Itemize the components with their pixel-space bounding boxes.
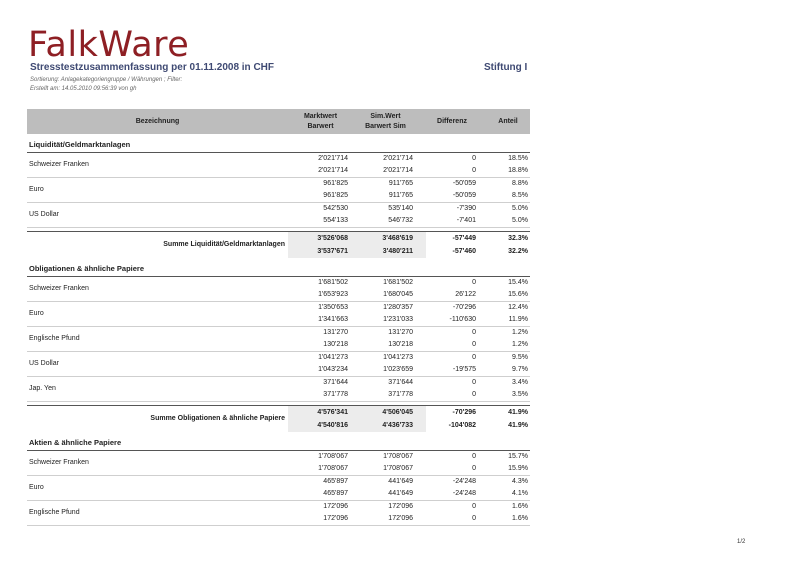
anteil-cell: 3.5%: [512, 391, 528, 398]
column-header-differenz: Differenz: [437, 117, 467, 125]
anteil-cell: 1.6%: [512, 503, 528, 510]
marktwert-cell: 465'897: [323, 490, 348, 497]
row-label: Englische Pfund: [29, 335, 80, 342]
marktwert-cell: 3'537'671: [317, 248, 348, 255]
value-line: [288, 488, 530, 500]
marktwert-cell: 2'021'714: [318, 167, 348, 174]
value-line: [288, 406, 530, 419]
marktwert-cell: 4'576'341: [317, 409, 348, 416]
value-line: [288, 476, 530, 488]
differenz-cell: -50'059: [452, 180, 476, 187]
value-line: [288, 153, 530, 165]
anteil-cell: 41.9%: [508, 409, 528, 416]
differenz-cell: -57'460: [452, 248, 476, 255]
anteil-cell: 18.5%: [508, 155, 528, 162]
anteil-cell: 3.4%: [512, 379, 528, 386]
differenz-cell: 0: [472, 465, 476, 472]
anteil-cell: 32.3%: [508, 235, 528, 242]
anteil-cell: 4.3%: [512, 478, 528, 485]
anteil-cell: 1.6%: [512, 515, 528, 522]
row-label: Englische Pfund: [29, 509, 80, 516]
differenz-cell: -7'401: [456, 217, 476, 224]
marktwert-cell: 1'708'067: [318, 465, 348, 472]
created-info: Erstellt am: 14.05.2010 09:56:39 von gh: [30, 86, 137, 92]
marktwert-cell: 1'041'273: [318, 354, 348, 361]
table-row: [27, 501, 530, 526]
differenz-cell: -70'296: [452, 409, 476, 416]
foundation-name: Stiftung I: [484, 62, 528, 73]
simwert-cell: 535'140: [388, 205, 413, 212]
anteil-cell: 8.5%: [512, 192, 528, 199]
row-label: Jap. Yen: [29, 385, 56, 392]
differenz-cell: 0: [472, 329, 476, 336]
differenz-cell: -24'248: [452, 490, 476, 497]
stress-test-table: [27, 109, 530, 526]
value-line: [288, 451, 530, 463]
simwert-cell: 546'732: [388, 217, 413, 224]
row-label: Schweizer Franken: [29, 459, 89, 466]
anteil-cell: 41.9%: [508, 422, 528, 429]
differenz-cell: -7'390: [456, 205, 476, 212]
row-label: Schweizer Franken: [29, 285, 89, 292]
differenz-cell: 0: [472, 279, 476, 286]
table-body: [27, 138, 530, 526]
row-label: US Dollar: [29, 211, 59, 218]
value-line: [288, 178, 530, 190]
table-row: [27, 203, 530, 228]
differenz-cell: -24'248: [452, 478, 476, 485]
value-line: [288, 232, 530, 245]
simwert-cell: 172'096: [388, 503, 413, 510]
value-line: [288, 245, 530, 258]
simwert-cell: 2'021'714: [383, 155, 413, 162]
anteil-cell: 15.4%: [508, 279, 528, 286]
anteil-cell: 1.2%: [512, 329, 528, 336]
value-line: [288, 289, 530, 301]
table-row: [27, 352, 530, 377]
simwert-cell: 911'765: [388, 180, 413, 187]
marktwert-cell: 131'270: [323, 329, 348, 336]
value-line: [288, 165, 530, 177]
differenz-cell: -104'082: [448, 422, 476, 429]
value-line: [288, 327, 530, 339]
column-header-simwert-line1: Sim.Wert: [370, 112, 401, 120]
table-row: [27, 277, 530, 302]
marktwert-cell: 542'530: [323, 205, 348, 212]
anteil-cell: 11.9%: [508, 316, 528, 323]
summary-label: Summe Liquidität/Geldmarktanlagen: [163, 241, 285, 248]
anteil-cell: 15.9%: [508, 465, 528, 472]
simwert-cell: 4'436'733: [382, 422, 413, 429]
anteil-cell: 8.8%: [512, 180, 528, 187]
marktwert-cell: 1'708'067: [318, 453, 348, 460]
section-title: Liquidität/Geldmarktanlagen: [27, 138, 530, 153]
value-line: [288, 190, 530, 202]
value-line: [288, 501, 530, 513]
simwert-cell: 1'680'045: [383, 291, 413, 298]
marktwert-cell: 554'133: [323, 217, 348, 224]
anteil-cell: 15.6%: [508, 291, 528, 298]
section-title: Aktien & ähnliche Papiere: [27, 436, 530, 451]
summary-row: [27, 405, 530, 432]
company-logo: FalkWare: [28, 25, 190, 65]
marktwert-cell: 1'653'923: [318, 291, 348, 298]
anteil-cell: 9.5%: [512, 354, 528, 361]
simwert-cell: 1'708'067: [383, 465, 413, 472]
row-label: Euro: [29, 484, 44, 491]
marktwert-cell: 4'540'816: [317, 422, 348, 429]
differenz-cell: 0: [472, 155, 476, 162]
row-label: Schweizer Franken: [29, 161, 89, 168]
anteil-cell: 5.0%: [512, 217, 528, 224]
table-row: [27, 302, 530, 327]
table-row: [27, 178, 530, 203]
value-line: [288, 389, 530, 401]
table-row: [27, 327, 530, 352]
simwert-cell: 441'649: [388, 490, 413, 497]
simwert-cell: 371'778: [388, 391, 413, 398]
row-label: US Dollar: [29, 360, 59, 367]
anteil-cell: 1.2%: [512, 341, 528, 348]
simwert-cell: 3'480'211: [382, 248, 413, 255]
differenz-cell: -50'059: [452, 192, 476, 199]
marktwert-cell: 371'644: [323, 379, 348, 386]
simwert-cell: 4'506'045: [382, 409, 413, 416]
anteil-cell: 32.2%: [508, 248, 528, 255]
table-row: [27, 153, 530, 178]
value-line: [288, 314, 530, 326]
differenz-cell: 0: [472, 503, 476, 510]
marktwert-cell: 3'526'068: [317, 235, 348, 242]
value-line: [288, 377, 530, 389]
marktwert-cell: 961'825: [323, 180, 348, 187]
simwert-cell: 1'280'357: [383, 304, 413, 311]
differenz-cell: 26'122: [455, 291, 476, 298]
column-header-anteil: Anteil: [498, 117, 518, 125]
simwert-cell: 371'644: [388, 379, 413, 386]
marktwert-cell: 2'021'714: [318, 155, 348, 162]
marktwert-cell: 961'825: [323, 192, 348, 199]
anteil-cell: 5.0%: [512, 205, 528, 212]
differenz-cell: 0: [472, 341, 476, 348]
anteil-cell: 12.4%: [508, 304, 528, 311]
marktwert-cell: 1'043'234: [318, 366, 348, 373]
differenz-cell: 0: [472, 379, 476, 386]
summary-label: Summe Obligationen & ähnliche Papiere: [150, 415, 285, 422]
simwert-cell: 1'681'502: [383, 279, 413, 286]
simwert-cell: 1'231'033: [383, 316, 413, 323]
differenz-cell: -57'449: [452, 235, 476, 242]
simwert-cell: 441'649: [388, 478, 413, 485]
value-line: [288, 203, 530, 215]
simwert-cell: 1'023'659: [383, 366, 413, 373]
value-line: [288, 215, 530, 227]
simwert-cell: 1'041'273: [383, 354, 413, 361]
report-title: Stresstestzusammenfassung per 01.11.2008 in CHF: [30, 62, 274, 73]
marktwert-cell: 130'218: [323, 341, 348, 348]
anteil-cell: 4.1%: [512, 490, 528, 497]
column-header-marktwert: [288, 109, 353, 134]
simwert-cell: 3'468'619: [382, 235, 413, 242]
differenz-cell: 0: [472, 167, 476, 174]
marktwert-cell: 371'778: [323, 391, 348, 398]
value-line: [288, 463, 530, 475]
marktwert-cell: 1'341'663: [318, 316, 348, 323]
value-line: [288, 364, 530, 376]
marktwert-cell: 1'350'653: [318, 304, 348, 311]
sorting-info: Sortierung: Anlagekategoriengruppe / Währungen ; Filter:: [30, 77, 183, 83]
page-number: 1/2: [737, 539, 746, 545]
column-header-simwert: [353, 109, 418, 134]
table-row: [27, 476, 530, 501]
simwert-cell: 911'765: [388, 192, 413, 199]
simwert-cell: 130'218: [388, 341, 413, 348]
section-title: Obligationen & ähnliche Papiere: [27, 262, 530, 277]
column-header-marktwert-line2: Barwert: [307, 122, 334, 130]
simwert-cell: 172'096: [388, 515, 413, 522]
differenz-cell: 0: [472, 391, 476, 398]
row-label: Euro: [29, 186, 44, 193]
column-header-simwert-line2: Barwert Sim: [365, 122, 406, 130]
summary-row: [27, 231, 530, 258]
table-row: [27, 377, 530, 402]
anteil-cell: 15.7%: [508, 453, 528, 460]
row-label: Euro: [29, 310, 44, 317]
value-line: [288, 277, 530, 289]
differenz-cell: 0: [472, 515, 476, 522]
value-line: [288, 419, 530, 432]
simwert-cell: 2'021'714: [383, 167, 413, 174]
value-line: [288, 302, 530, 314]
simwert-cell: 131'270: [388, 329, 413, 336]
differenz-cell: -110'630: [449, 316, 476, 323]
anteil-cell: 9.7%: [512, 366, 528, 373]
column-header-marktwert-line1: Marktwert: [303, 112, 338, 120]
marktwert-cell: 1'681'502: [318, 279, 348, 286]
marktwert-cell: 465'897: [323, 478, 348, 485]
value-line: [288, 339, 530, 351]
column-header-bezeichnung: Bezeichnung: [135, 117, 180, 125]
value-line: [288, 513, 530, 525]
marktwert-cell: 172'096: [323, 515, 348, 522]
differenz-cell: 0: [472, 354, 476, 361]
differenz-cell: -70'296: [452, 304, 476, 311]
marktwert-cell: 172'096: [323, 503, 348, 510]
differenz-cell: -19'575: [452, 366, 476, 373]
table-row: [27, 451, 530, 476]
differenz-cell: 0: [472, 453, 476, 460]
table-header: [27, 109, 530, 134]
value-line: [288, 352, 530, 364]
simwert-cell: 1'708'067: [383, 453, 413, 460]
anteil-cell: 18.8%: [508, 167, 528, 174]
